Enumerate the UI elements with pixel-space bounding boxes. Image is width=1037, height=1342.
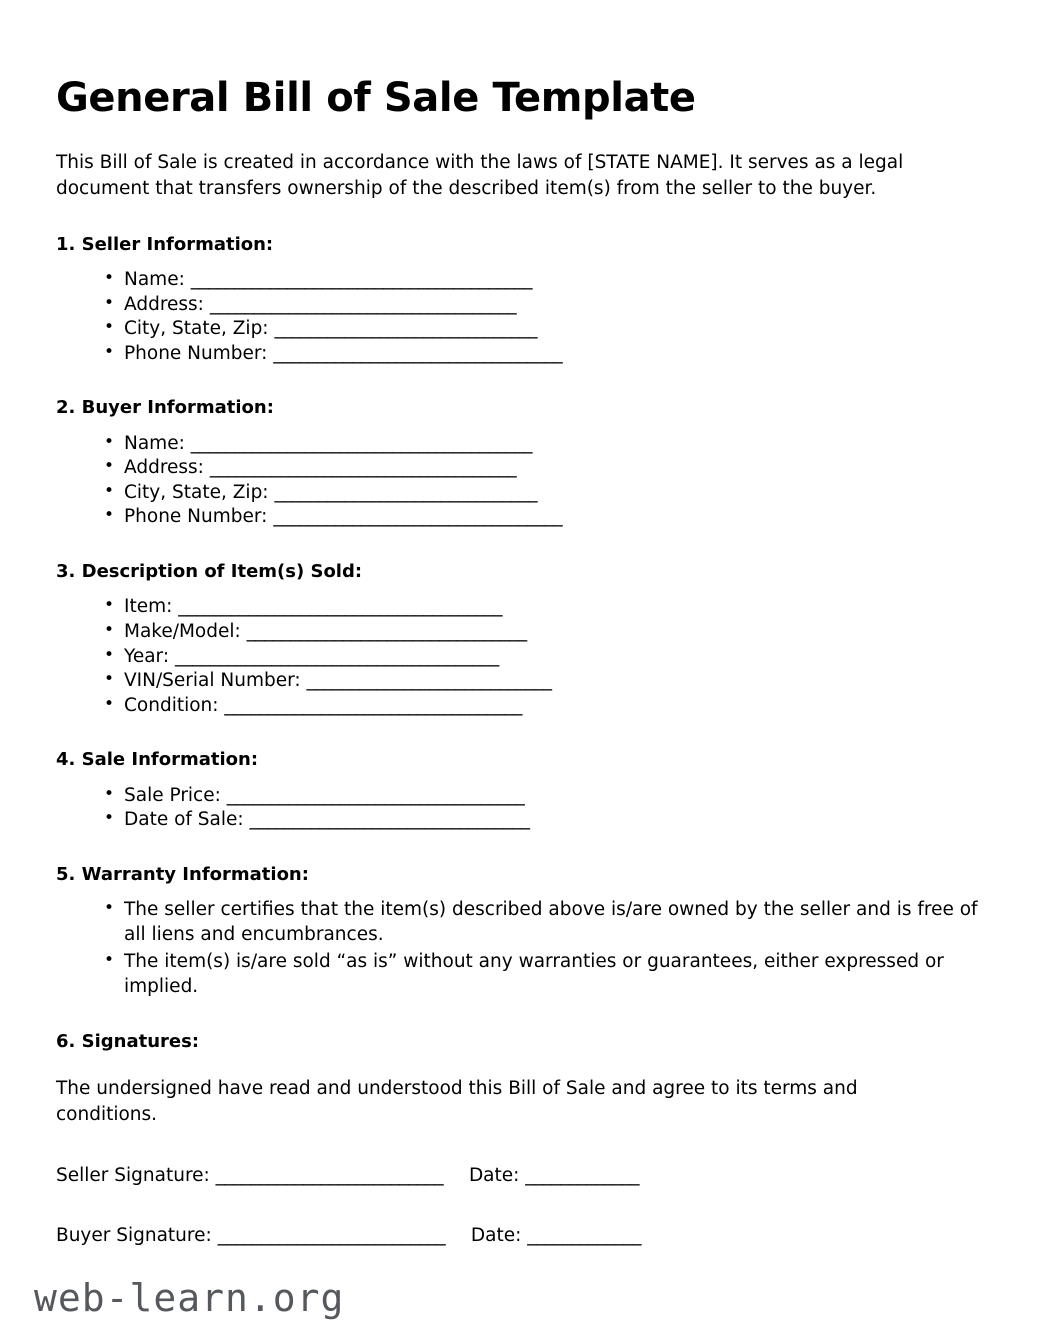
field-blank[interactable]: _________________________________ bbox=[273, 342, 563, 364]
field-row bbox=[104, 456, 989, 481]
site-watermark: web-learn.org bbox=[34, 1276, 345, 1320]
page-title: General Bill of Sale Template bbox=[56, 75, 696, 121]
field-list-buyer-information bbox=[56, 432, 989, 530]
section-heading-description-of-items-sold: 3. Description of Item(s) Sold: bbox=[56, 561, 363, 583]
field-label: Name: bbox=[124, 432, 185, 454]
field-row bbox=[104, 620, 989, 645]
warranty-clause-list bbox=[56, 898, 989, 1000]
field-row bbox=[104, 595, 989, 620]
buyer-signature-blank[interactable]: __________________________ bbox=[217, 1225, 446, 1247]
field-list-sale-information bbox=[56, 784, 989, 833]
field-row bbox=[104, 505, 989, 530]
field-row bbox=[104, 317, 989, 342]
section-heading-sale-information: 4. Sale Information: bbox=[56, 749, 259, 771]
field-row bbox=[104, 694, 989, 719]
signature-statement: The undersigned have read and understood this Bill of Sale and agree to its terms and conditions. bbox=[56, 1077, 858, 1125]
field-blank[interactable]: _____________________________________ bbox=[174, 645, 499, 667]
field-list-description-of-items-sold bbox=[56, 595, 989, 718]
signature-row-buyer bbox=[56, 1224, 989, 1248]
field-blank[interactable]: _____________________________________ bbox=[178, 596, 502, 618]
warranty-clause: • The seller certifies that the item(s) described above is/are owned by the seller and is free of all liens and encumbrances. bbox=[104, 898, 989, 948]
field-blank[interactable]: __________________________________ bbox=[226, 784, 525, 806]
field-label: City, State, Zip: bbox=[124, 481, 269, 503]
field-blank[interactable]: ___________________________________ bbox=[209, 457, 517, 479]
field-label: Sale Price: bbox=[124, 784, 221, 806]
seller-date-blank[interactable]: _____________ bbox=[525, 1165, 640, 1187]
field-row bbox=[104, 645, 989, 670]
signature-row-seller bbox=[56, 1164, 989, 1188]
field-label: Phone Number: bbox=[124, 342, 268, 364]
section-heading-buyer-information: 2. Buyer Information: bbox=[56, 397, 274, 419]
field-row bbox=[104, 268, 989, 293]
field-blank[interactable]: __________________________________ bbox=[224, 694, 522, 716]
seller-signature-label: Seller Signature: bbox=[56, 1165, 210, 1187]
field-label: VIN/Serial Number: bbox=[124, 670, 301, 692]
section-heading-seller-information: 1. Seller Information: bbox=[56, 233, 274, 255]
field-label: City, State, Zip: bbox=[124, 318, 269, 340]
section-heading-signatures: 6. Signatures: bbox=[56, 1031, 200, 1053]
field-row bbox=[104, 481, 989, 506]
field-label: Condition: bbox=[124, 694, 219, 716]
field-label: Date of Sale: bbox=[124, 809, 244, 831]
field-blank[interactable]: ______________________________ bbox=[274, 481, 537, 503]
field-blank[interactable]: ________________________________ bbox=[246, 621, 527, 643]
field-label: Name: bbox=[124, 268, 185, 290]
field-blank[interactable]: ____________________________ bbox=[306, 670, 552, 692]
field-blank[interactable]: ________________________________ bbox=[249, 809, 530, 831]
field-list-seller-information bbox=[56, 268, 989, 366]
field-row bbox=[104, 342, 989, 367]
field-row bbox=[104, 669, 989, 694]
seller-signature-blank[interactable]: __________________________ bbox=[215, 1165, 444, 1187]
seller-date-label: Date: bbox=[468, 1165, 520, 1187]
buyer-signature-label: Buyer Signature: bbox=[56, 1225, 212, 1247]
field-row bbox=[104, 808, 989, 833]
field-blank[interactable]: _______________________________________ bbox=[190, 268, 532, 290]
field-blank[interactable]: _________________________________ bbox=[273, 506, 563, 528]
field-row bbox=[104, 432, 989, 457]
buyer-date-label: Date: bbox=[470, 1225, 522, 1247]
field-label: Year: bbox=[124, 645, 170, 667]
field-blank[interactable]: ___________________________________ bbox=[209, 293, 517, 315]
field-label: Make/Model: bbox=[124, 621, 241, 643]
intro-paragraph: This Bill of Sale is created in accordance with the laws of [STATE NAME]. It serves as a legal document that transfers ownership of the described item(s) from the seller to the buyer. bbox=[56, 152, 904, 200]
warranty-clause: • The item(s) is/are sold “as is” without any warranties or guarantees, either expressed or implied. bbox=[104, 950, 989, 1000]
field-label: Address: bbox=[124, 457, 204, 479]
field-label: Address: bbox=[124, 293, 204, 315]
field-label: Item: bbox=[124, 596, 173, 618]
field-blank[interactable]: _______________________________________ bbox=[190, 432, 532, 454]
section-heading-warranty-information: 5. Warranty Information: bbox=[56, 864, 309, 885]
field-blank[interactable]: ______________________________ bbox=[274, 318, 537, 340]
buyer-date-blank[interactable]: _____________ bbox=[527, 1225, 641, 1247]
field-label: Phone Number: bbox=[124, 506, 268, 528]
field-row bbox=[104, 784, 989, 809]
field-row bbox=[104, 293, 989, 318]
